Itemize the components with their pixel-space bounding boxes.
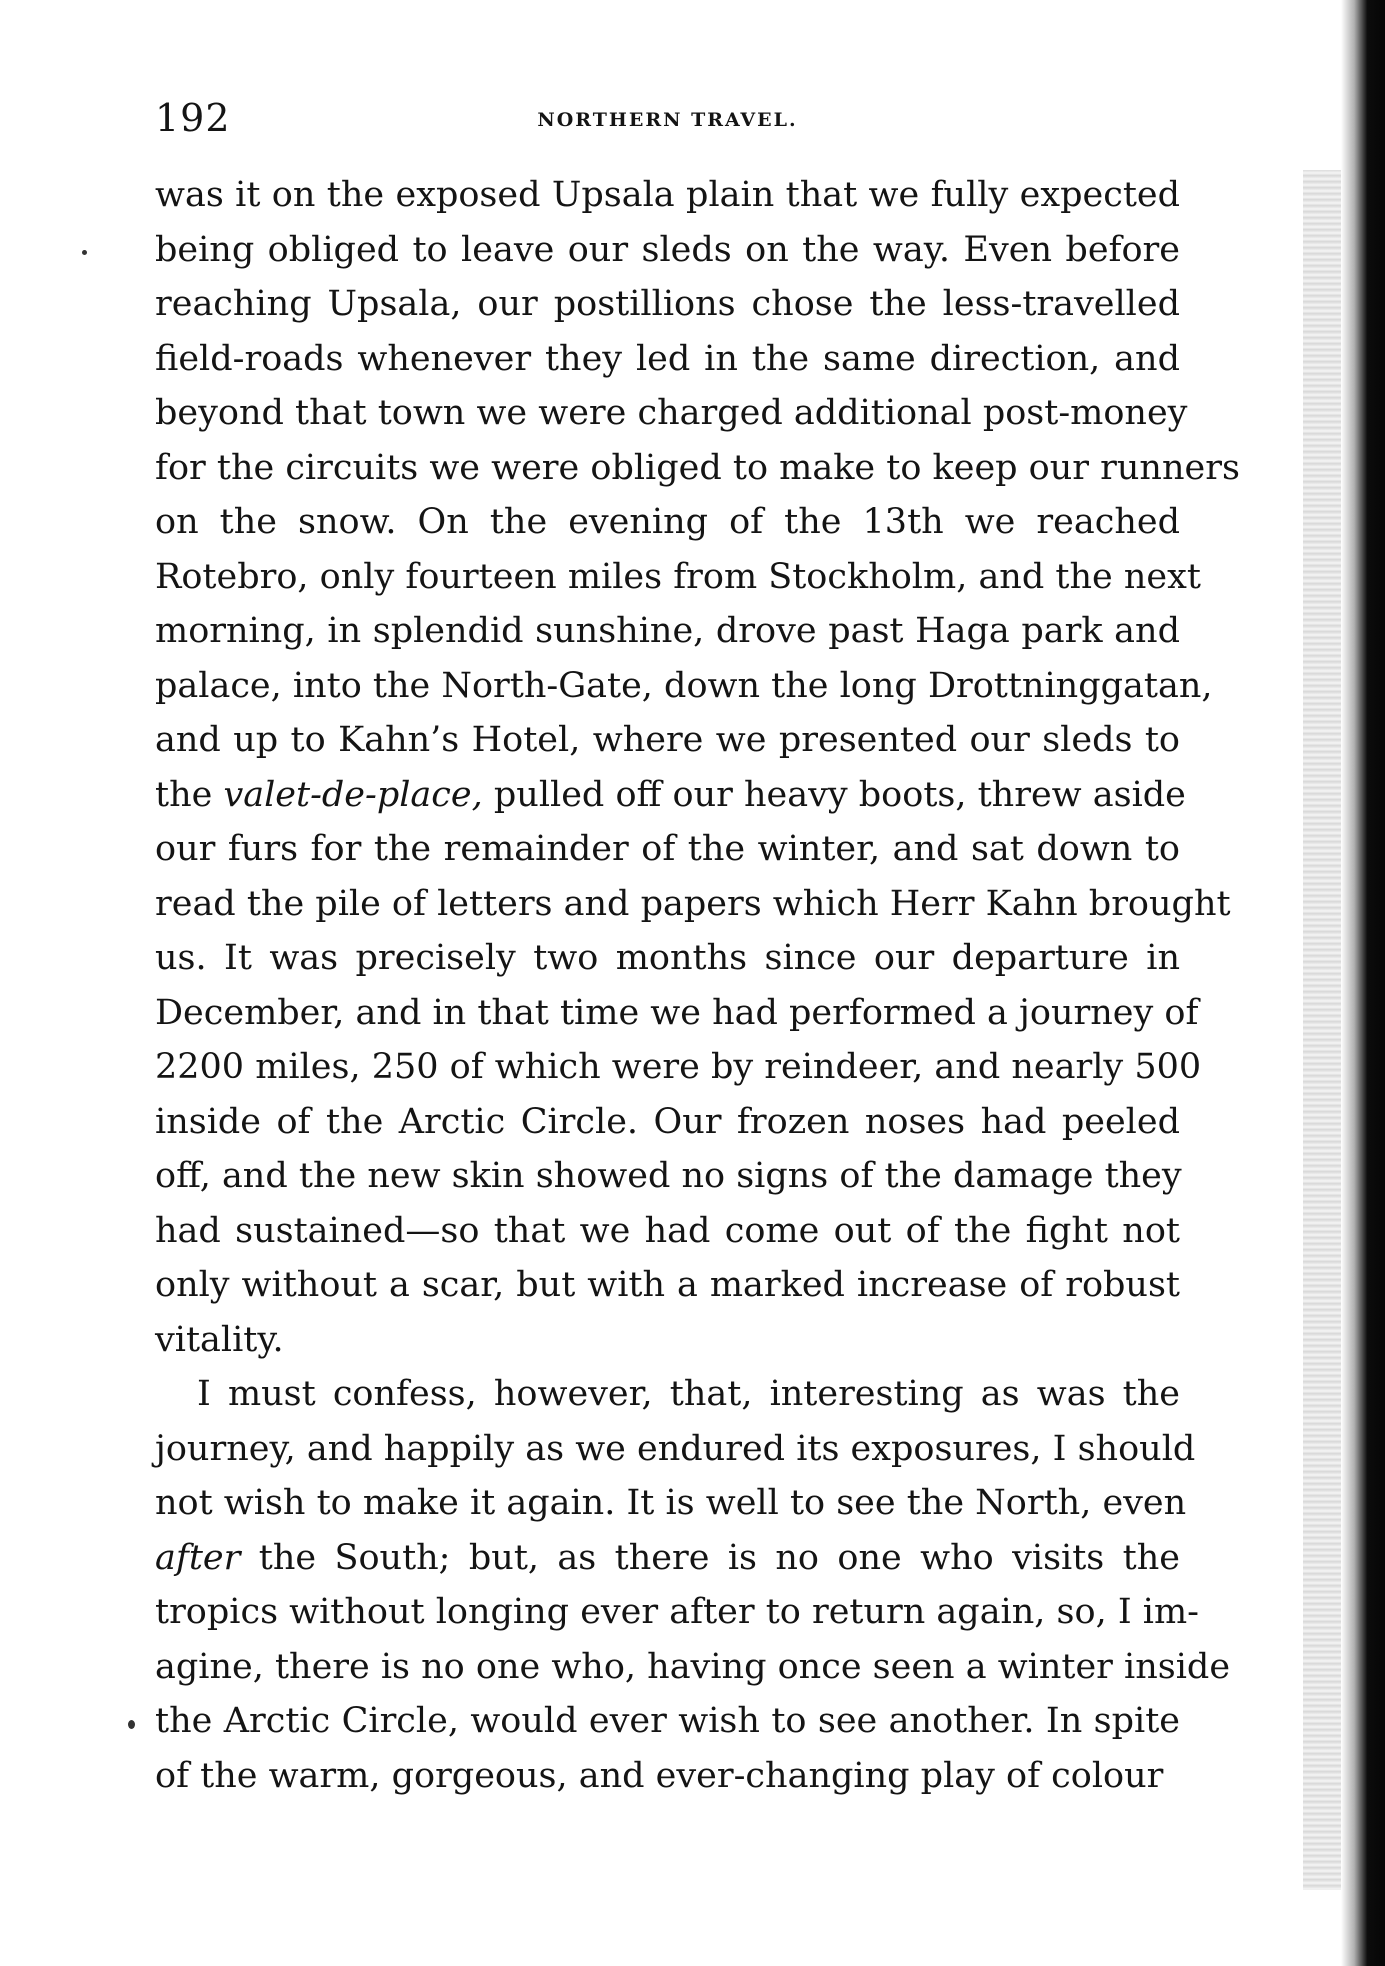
text-line: off, and the new skin showed no signs of the damage they bbox=[155, 1156, 1182, 1196]
gutter-edge-texture bbox=[1303, 170, 1341, 1890]
text-line: had sustained—so that we had come out of the fight not bbox=[155, 1210, 1180, 1251]
text-segment: the South; but, as there is no one who visits the bbox=[240, 1537, 1180, 1578]
text-line: on the snow. On the evening of the 13th we reached bbox=[155, 502, 1180, 542]
text-line: being obliged to leave our sleds on the way. Even before bbox=[155, 229, 1180, 270]
text-line: inside of the Arctic Circle. Our frozen noses had peeled bbox=[155, 1101, 1180, 1142]
text-line: tropics without longing ever after to return again, so, I im- bbox=[155, 1592, 1199, 1632]
text-line: 2200 miles, 250 of which were by reindeer, and nearly 500 bbox=[155, 1047, 1202, 1087]
italic-phrase: valet-de-place, bbox=[223, 774, 483, 815]
text-line: field-roads whenever they led in the same direction, and bbox=[155, 338, 1180, 379]
page-number: 192 bbox=[155, 96, 231, 140]
binding-gutter-shadow bbox=[1341, 0, 1385, 1966]
italic-phrase: after bbox=[155, 1537, 241, 1578]
text-line: us. It was precisely two months since our departure in bbox=[155, 938, 1180, 978]
text-line: the Arctic Circle, would ever wish to see another. In spite bbox=[155, 1701, 1180, 1741]
text-line: palace, into the North-Gate, down the long Drottninggatan, bbox=[155, 665, 1213, 706]
text-line: vitality. bbox=[155, 1319, 284, 1360]
text-line: I must confess, however, that, interesting as was the bbox=[197, 1374, 1180, 1414]
text-line: and up to Kahn’s Hotel, where we presented our sleds to bbox=[155, 720, 1180, 760]
text-line: not wish to make it again. It is well to see the North, even bbox=[155, 1483, 1187, 1523]
paragraph bbox=[155, 1367, 1231, 1803]
text-line: morning, in splendid sunshine, drove past Haga park and bbox=[155, 611, 1180, 651]
text-segment: pulled off our heavy boots, threw aside bbox=[482, 774, 1186, 815]
running-head bbox=[155, 96, 1180, 146]
text-line: read the pile of letters and papers which Herr Kahn brought bbox=[155, 883, 1231, 924]
text-line: reaching Upsala, our postillions chose the less-travelled bbox=[155, 284, 1180, 324]
text-segment: the bbox=[155, 774, 224, 815]
text-line: December, and in that time we had performed a journey of bbox=[155, 992, 1199, 1033]
text-line: Rotebro, only fourteen miles from Stockholm, and the next bbox=[155, 556, 1201, 597]
text-line: of the warm, gorgeous, and ever-changing play of colour bbox=[155, 1755, 1164, 1796]
text-line: for the circuits we were obliged to make to keep our runners bbox=[155, 447, 1240, 488]
running-title: NORTHERN TRAVEL. bbox=[537, 109, 798, 131]
body-text bbox=[155, 168, 1240, 1803]
text-line bbox=[155, 1531, 1180, 1586]
text-line bbox=[155, 768, 1186, 823]
text-line: beyond that town we were charged additional post-money bbox=[155, 393, 1188, 433]
print-speck bbox=[82, 250, 87, 255]
paragraph bbox=[155, 168, 1240, 1367]
text-line: our furs for the remainder of the winter, and sat down to bbox=[155, 829, 1180, 869]
text-line: agine, there is no one who, having once seen a winter inside bbox=[155, 1646, 1231, 1687]
text-line: only without a scar, but with a marked increase of robust bbox=[155, 1265, 1180, 1305]
text-line: was it on the exposed Upsala plain that we fully expected bbox=[155, 175, 1180, 215]
text-line: journey, and happily as we endured its exposures, I should bbox=[155, 1428, 1196, 1469]
print-speck bbox=[128, 1720, 135, 1729]
